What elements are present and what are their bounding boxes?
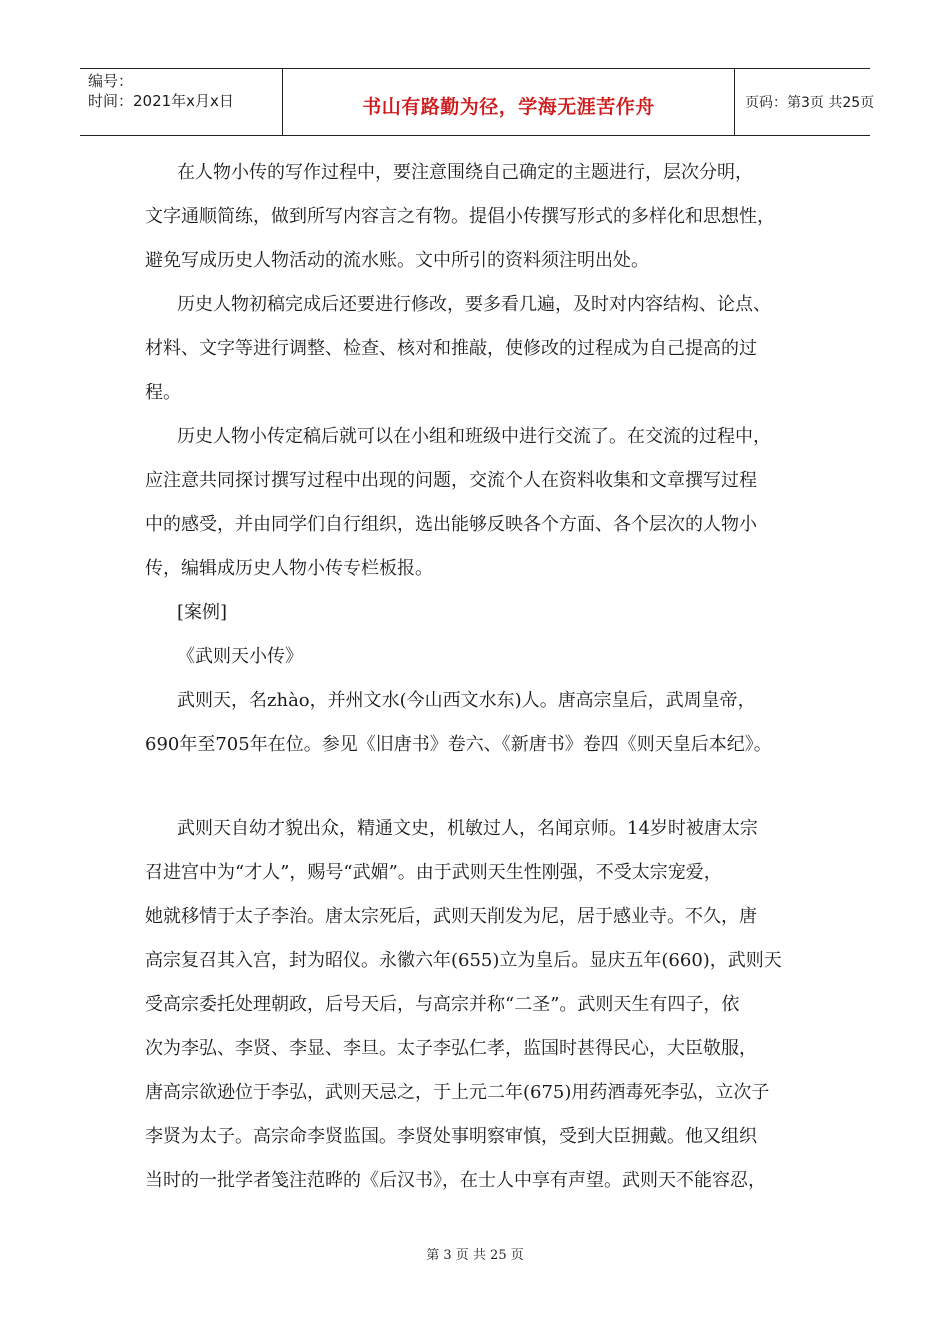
header-page-info: 页码：第3页 共25页	[745, 95, 875, 111]
case-label: [案例]	[177, 602, 228, 623]
header-motto: 书山有路勤为径，学海无涯苦作舟	[362, 95, 655, 118]
body-line: 唐高宗欲逊位于李弘，武则天忌之，于上元二年(675)用药酒毒死李弘，立次子	[145, 1082, 770, 1103]
body-line: 武则天自幼才貌出众，精通文史，机敏过人，名闻京师。14岁时被唐太宗	[177, 818, 758, 839]
body-line: 材料、文字等进行调整、检查、核对和推敲，使修改的过程成为自己提高的过	[145, 338, 757, 359]
case-title: 《武则天小传》	[177, 646, 303, 667]
body-line: 690年至705年在位。参见《旧唐书》卷六、《新唐书》卷四《则天皇后本纪》。	[145, 734, 772, 755]
page-footer: 第 3 页 共 25 页	[426, 1248, 524, 1263]
body-line: 李贤为太子。高宗命李贤监国。李贤处事明察审慎，受到大臣拥戴。他又组织	[145, 1126, 757, 1147]
body-line: 召进宫中为“才人”，赐号“武媚”。由于武则天生性刚强，不受太宗宠爱，	[145, 862, 722, 883]
body-line: 历史人物小传定稿后就可以在小组和班级中进行交流了。在交流的过程中，	[177, 426, 771, 447]
body-line: 受高宗委托处理朝政，后号天后，与高宗并称“二圣”。武则天生有四子，依	[145, 994, 740, 1015]
header-motto-cell	[282, 69, 735, 135]
body-line: 应注意共同探讨撰写过程中出现的问题，交流个人在资料收集和文章撰写过程	[145, 470, 757, 491]
body-line: 程。	[145, 382, 181, 403]
body-line: 当时的一批学者笺注范晔的《后汉书》，在士人中享有声望。武则天不能容忍，	[145, 1170, 766, 1191]
body-line: 武则天，名zhào，并州文水(今山西文水东)人。唐高宗皇后，武周皇帝，	[177, 690, 756, 711]
body-line: 文字通顺简练，做到所写内容言之有物。提倡小传撰写形式的多样化和思想性，	[145, 206, 775, 227]
body-line: 次为李弘、李贤、李显、李旦。太子李弘仁孝，监国时甚得民心，大臣敬服，	[145, 1038, 757, 1059]
page-header	[80, 68, 875, 136]
body-line: 在人物小传的写作过程中，要注意围绕自己确定的主题进行，层次分明，	[177, 162, 753, 183]
body-line: 中的感受，并由同学们自行组织，选出能够反映各个方面、各个层次的人物小	[145, 514, 757, 535]
body-line: 历史人物初稿完成后还要进行修改，要多看几遍，及时对内容结构、论点、	[177, 294, 771, 315]
document-number-label: 编号：	[88, 72, 134, 90]
body-line: 她就移情于太子李治。唐太宗死后，武则天削发为尼，居于感业寺。不久，唐	[145, 906, 757, 927]
header-meta	[80, 69, 282, 135]
body-line: 传，编辑成历史人物小传专栏板报。	[145, 558, 433, 579]
document-time-label: 时间：2021年x月x日	[88, 92, 234, 110]
body-line: 高宗复召其入宫，封为昭仪。永徽六年(655)立为皇后。显庆五年(660)，武则天	[145, 950, 782, 971]
body-line: 避免写成历史人物活动的流水账。文中所引的资料须注明出处。	[145, 250, 649, 271]
